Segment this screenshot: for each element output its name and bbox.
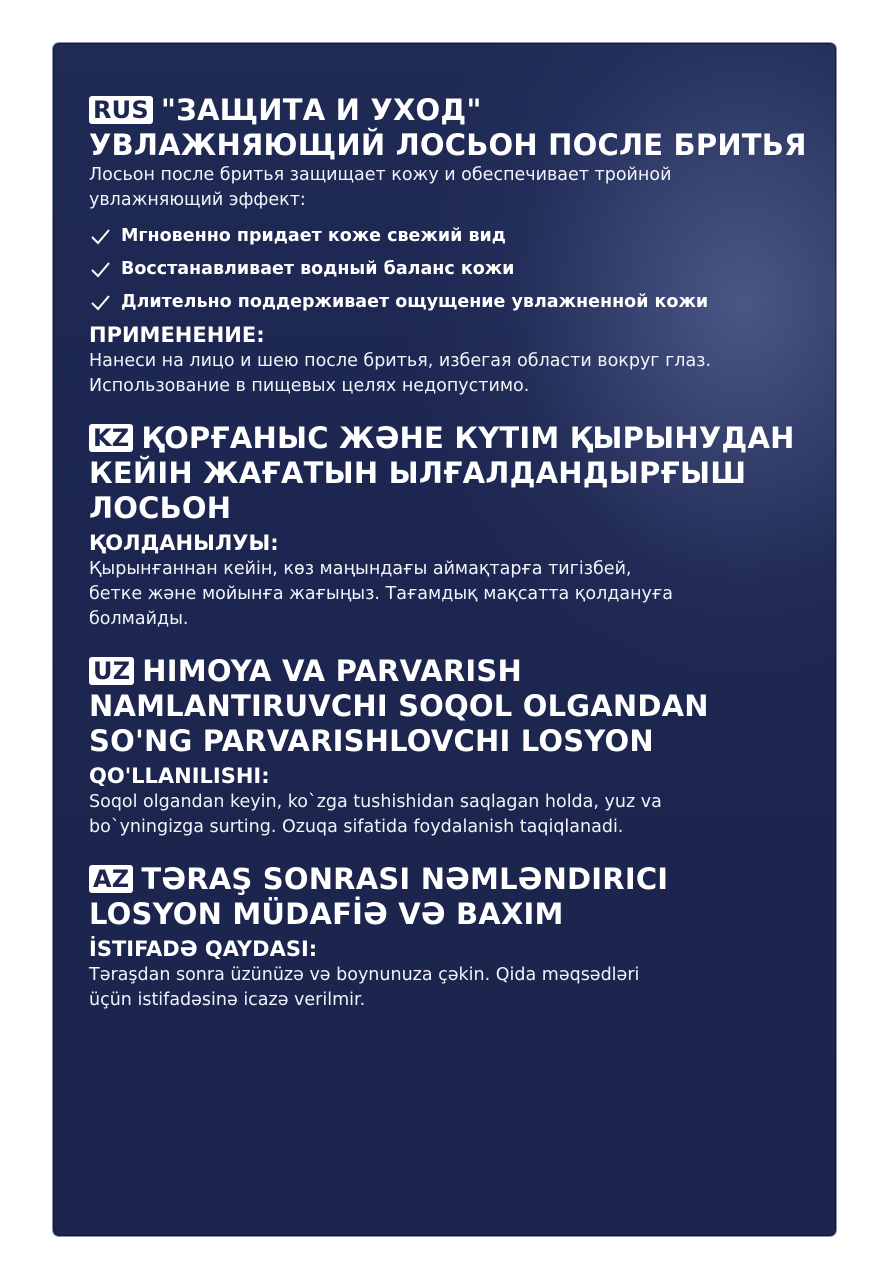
uz-usage-1: Soqol olgandan keyin, ko`zga tushishidan saqlagan holda, yuz va: [89, 792, 662, 812]
benefit-text: Восстанавливает водный баланс кожи: [121, 258, 515, 279]
rus-usage-2: Использование в пищевых целях недопустимо.: [89, 376, 530, 396]
uz-title-3: SO'NG PARVARISHLOVCHI LOSYON: [89, 724, 654, 758]
az-title-2: LOSYON MÜDAFİƏ VƏ BAXIM: [89, 897, 564, 931]
benefit-item: [89, 285, 809, 318]
check-icon: [89, 291, 111, 313]
kz-usage-1: Қырынғаннан кейін, көз маңындағы аймақтарға тигізбей,: [89, 559, 632, 579]
az-usage-2: üçün istifadəsinə icazə verilmir.: [89, 990, 366, 1010]
rus-intro-1: Лосьон после бритья защищает кожу и обеспечивает тройной: [89, 165, 672, 185]
content: [89, 93, 809, 1027]
uz-heading-line-1: [89, 654, 809, 689]
kz-title-2: КЕЙІН ЖАҒАТЫН ЫЛҒАЛДАНДЫРҒЫШ: [89, 456, 747, 490]
kz-heading-line-1: [89, 421, 809, 456]
benefit-item: [89, 219, 809, 252]
rus-usage-title: ПРИМЕНЕНИЕ:: [89, 323, 265, 347]
section-az: [89, 862, 809, 1013]
az-usage-1: Təraşdan sonra üzünüzə və boynunuza çəkin. Qida məqsədləri: [89, 965, 640, 985]
rus-title-2: УВЛАЖНЯЮЩИЙ ЛОСЬОН ПОСЛЕ БРИТЬЯ: [89, 128, 807, 162]
kz-usage-title: ҚОЛДАНЫЛУЫ:: [89, 531, 279, 555]
uz-language-badge: UZ: [89, 657, 134, 685]
uz-usage-title: QO'LLANILISHI:: [89, 764, 270, 788]
az-usage-title: İSTIFADƏ QAYDASI:: [89, 937, 318, 961]
benefit-text: Мгновенно придает коже свежий вид: [121, 225, 506, 246]
section-kz: [89, 421, 809, 632]
rus-usage-1: Нанеси на лицо и шею после бритья, избегая области вокруг глаз.: [89, 351, 712, 371]
rus-intro-2: увлажняющий эффект:: [89, 190, 306, 210]
kz-usage-2: бетке және мойынға жағыңыз. Тағамдық мақсатта қолдануға: [89, 584, 673, 604]
uz-title-2: NAMLANTIRUVCHI SOQOL OLGANDAN: [89, 689, 709, 723]
section-uz: [89, 654, 809, 840]
check-icon: [89, 258, 111, 280]
kz-usage-3: болмайды.: [89, 609, 189, 629]
uz-usage-2: bo`yningizga surting. Ozuqa sifatida foydalanish taqiqlanadi.: [89, 817, 624, 837]
section-rus: [89, 93, 809, 399]
benefit-text: Длительно поддерживает ощущение увлажненной кожи: [121, 291, 709, 312]
az-language-badge: AZ: [89, 865, 133, 893]
rus-title-1: "ЗАЩИТА И УХОД": [160, 93, 482, 127]
az-heading-line-1: [89, 862, 809, 897]
kz-language-badge: KZ: [89, 424, 133, 452]
package-panel: [53, 43, 836, 1236]
check-icon: [89, 225, 111, 247]
kz-title-3: ЛОСЬОН: [89, 491, 232, 525]
az-title-1: TƏRAŞ SONRASI NƏMLƏNDIRICI: [141, 862, 669, 896]
rus-heading-line-1: [89, 93, 809, 128]
rus-language-badge: RUS: [89, 96, 153, 124]
uz-title-1: HIMOYA VA PARVARISH: [142, 654, 522, 688]
kz-title-1: ҚОРҒАНЫС ЖӘНЕ КҮТІМ ҚЫРЫНУДАН: [141, 421, 795, 455]
rus-benefit-list: [89, 219, 809, 318]
benefit-item: [89, 252, 809, 285]
